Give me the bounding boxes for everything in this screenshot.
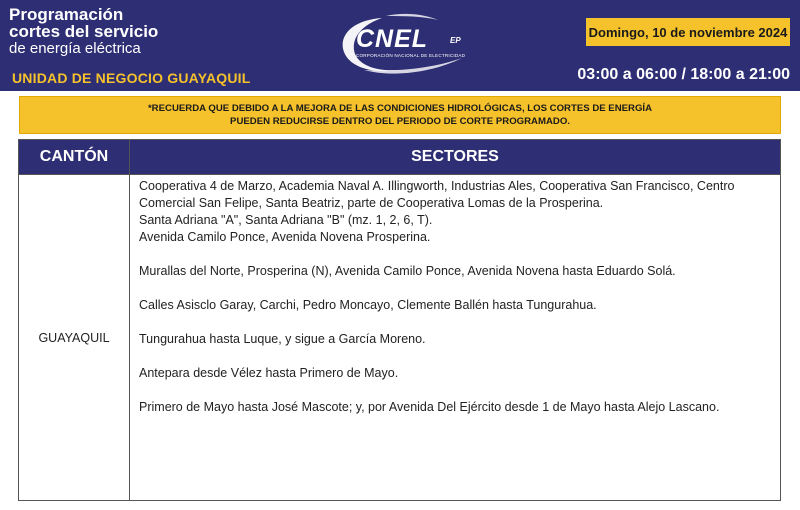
sector-line: Avenida Camilo Ponce, Avenida Novena Prosperina. [139,230,431,244]
notice-line-1: *RECUERDA QUE DEBIDO A LA MEJORA DE LAS CONDICIONES HIDROLÓGICAS, LOS CORTES DE ENERGÍA [147,103,653,114]
spacer [139,314,770,331]
notice-banner [19,96,781,134]
business-unit-label: UNIDAD DE NEGOCIO GUAYAQUIL [12,70,251,86]
spacer [139,246,770,263]
header-divider [19,174,780,175]
outage-hours: 03:00 a 06:00 / 18:00 a 21:00 [577,66,790,83]
schedule-table [18,139,781,501]
sectores-cell [139,178,770,496]
title-line-1: Programación [9,5,124,24]
canton-cell: GUAYAQUIL [38,330,110,345]
page-title [9,6,158,57]
sector-line: Murallas del Norte, Prosperina (N), Avenida Camilo Ponce, Avenida Novena hasta Eduardo Solá. [139,264,676,278]
notice-line-2: PUEDEN REDUCIRSE DENTRO DEL PERIODO DE CORTE PROGRAMADO. [230,116,570,127]
sector-line: Tungurahua hasta Luque, y sigue a García Moreno. [139,332,426,346]
logo-ep: EP [450,36,461,45]
column-divider [129,140,130,500]
logo-subtitle: CORPORACIÓN NACIONAL DE ELECTRICIDAD [356,53,466,58]
title-line-3: de energía eléctrica [9,40,141,57]
spacer [139,280,770,297]
sector-line: Calles Asisclo Garay, Carchi, Pedro Moncayo, Clemente Ballén hasta Tungurahua. [139,298,597,312]
column-header-canton: CANTÓN [19,140,129,174]
sector-line: Cooperativa 4 de Marzo, Academia Naval A. Illingworth, Industrias Ales, Cooperativa San Francisco, Centro [139,179,735,193]
date-badge: Domingo, 10 de noviembre 2024 [586,18,790,46]
sector-line: Antepara desde Vélez hasta Primero de Mayo. [139,366,399,380]
spacer [139,348,770,365]
logo-wordmark: CNEL [356,25,429,53]
sector-line: Comercial San Felipe, Santa Beatriz, parte de Cooperativa Lomas de la Prosperina. [139,196,604,210]
column-header-sectores: SECTORES [130,140,780,174]
header-banner [0,0,800,91]
sector-line: Primero de Mayo hasta José Mascote; y, por Avenida Del Ejército desde 1 de Mayo hasta Alejo Lascano. [139,400,720,414]
spacer [139,382,770,399]
title-line-2: cortes del servicio [9,22,159,41]
sector-line: Santa Adriana "A", Santa Adriana "B" (mz. 1, 2, 6, T). [139,213,433,227]
